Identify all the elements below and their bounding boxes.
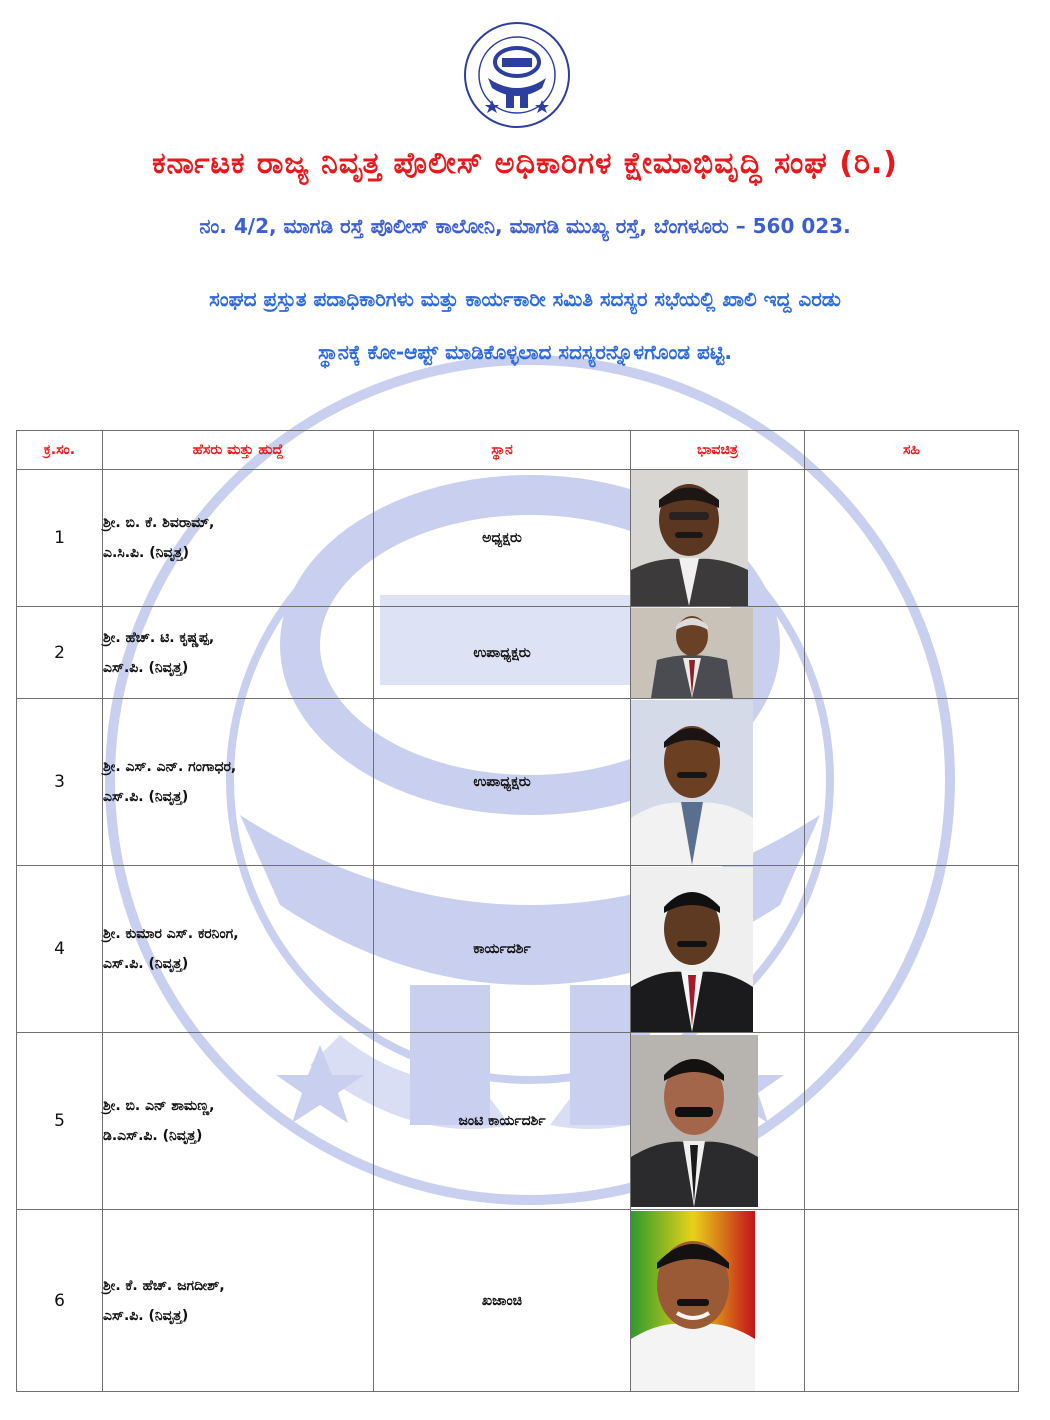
member-name-cell — [103, 866, 374, 1033]
member-photo — [631, 1035, 758, 1207]
member-photo — [631, 700, 753, 865]
table-row — [17, 1033, 1019, 1210]
member-name: ಶ್ರೀ. ಹೆಚ್. ಟಿ. ಕೃಷ್ಣಪ್ಪ, — [103, 629, 215, 646]
member-position: ಅಧ್ಯಕ್ಷರು — [374, 470, 631, 607]
member-name: ಶ್ರೀ. ಕುಮಾರ ಎಸ್. ಕರನಿಂಗ, — [103, 926, 239, 942]
member-name-cell — [103, 699, 374, 866]
header-signature: ಸಹಿ — [805, 431, 1019, 470]
signature-cell — [805, 699, 1019, 866]
signature-cell — [805, 866, 1019, 1033]
intro-line-2: ಸ್ಥಾನಕ್ಕೆ ಕೋ-ಆಪ್ಟ್ ಮಾಡಿಕೊಳ್ಳಲಾದ ಸದಸ್ಯರನ್ನೊಳಗೊಂಡ ಪಟ್ಟಿ. — [318, 340, 732, 364]
photo-cell — [631, 866, 805, 1033]
row-number: 1 — [17, 470, 103, 607]
header-name-designation: ಹೆಸರು ಮತ್ತು ಹುದ್ದೆ — [103, 431, 374, 470]
row-number: 5 — [17, 1033, 103, 1210]
address-line: ನಂ. 4/2, ಮಾಗಡಿ ರಸ್ತೆ ಪೊಲೀಸ್ ಕಾಲೋನಿ, ಮಾಗಡಿ ಮುಖ್ಯ ರಸ್ತೆ, ಬೆಂಗಳೂರು – 560 023. — [199, 214, 851, 238]
member-position: ಉಪಾಧ್ಯಕ್ಷರು — [374, 699, 631, 866]
member-name: ಶ್ರೀ. ಎಸ್. ಎನ್. ಗಂಗಾಧರ, — [103, 759, 237, 775]
member-rank: ಎಸ್.ಪಿ. (ನಿವೃತ್ತ) — [103, 659, 189, 676]
photo-cell — [631, 1033, 805, 1210]
table-row — [17, 866, 1019, 1033]
association-logo — [462, 20, 572, 130]
page-title: ಕರ್ನಾಟಕ ರಾಜ್ಯ ನಿವೃತ್ತ ಪೊಲೀಸ್ ಅಧಿಕಾರಿಗಳ ಕ್ಷೇಮಾಭಿವೃದ್ಧಿ ಸಂಘ (ರಿ.) — [152, 146, 898, 181]
member-rank: ಡಿ.ಎಸ್.ಪಿ. (ನಿವೃತ್ತ) — [103, 1128, 203, 1144]
member-position: ಕಾರ್ಯದರ್ಶಿ — [374, 866, 631, 1033]
signature-cell — [805, 470, 1019, 607]
photo-cell — [631, 607, 805, 699]
member-name-cell — [103, 607, 374, 699]
table-row — [17, 470, 1019, 607]
members-table — [16, 430, 1019, 1392]
member-photo — [631, 470, 748, 606]
table-header-row — [17, 431, 1019, 470]
member-photo — [631, 1211, 755, 1391]
header-serial-number: ಕ್ರ.ಸಂ. — [17, 431, 103, 470]
photo-cell — [631, 699, 805, 866]
table-row — [17, 607, 1019, 699]
row-number: 3 — [17, 699, 103, 866]
member-name-cell — [103, 1210, 374, 1392]
row-number: 4 — [17, 866, 103, 1033]
signature-cell — [805, 1033, 1019, 1210]
member-position: ಖಜಾಂಚಿ — [374, 1210, 631, 1392]
member-position: ಉಪಾಧ್ಯಕ್ಷರು — [374, 607, 631, 699]
member-rank: ಎಸ್.ಪಿ. (ನಿವೃತ್ತ) — [103, 1307, 189, 1324]
member-name-cell — [103, 1033, 374, 1210]
member-position: ಜಂಟಿ ಕಾರ್ಯದರ್ಶಿ — [374, 1033, 631, 1210]
member-rank: ಎಸ್.ಪಿ. (ನಿವೃತ್ತ) — [103, 789, 189, 805]
member-rank: ಎ.ಸಿ.ಪಿ. (ನಿವೃತ್ತ) — [103, 545, 190, 561]
member-name: ಶ್ರೀ. ಬಿ. ಕೆ. ಶಿವರಾಮ್, — [103, 515, 215, 531]
member-rank: ಎಸ್.ಪಿ. (ನಿವೃತ್ತ) — [103, 956, 189, 972]
table-row — [17, 1210, 1019, 1392]
signature-cell — [805, 607, 1019, 699]
table-row — [17, 699, 1019, 866]
photo-cell — [631, 470, 805, 607]
row-number: 6 — [17, 1210, 103, 1392]
member-photo — [631, 867, 753, 1032]
member-photo — [631, 608, 753, 698]
member-name: ಶ್ರೀ. ಕೆ. ಹೆಚ್. ಜಗದೀಶ್, — [103, 1277, 225, 1294]
member-name-cell — [103, 470, 374, 607]
row-number: 2 — [17, 607, 103, 699]
member-name: ಶ್ರೀ. ಬಿ. ಎನ್ ಶಾಮಣ್ಣ, — [103, 1098, 215, 1114]
signature-cell — [805, 1210, 1019, 1392]
header-position: ಸ್ಥಾನ — [374, 431, 631, 470]
intro-line-1: ಸಂಘದ ಪ್ರಸ್ತುತ ಪದಾಧಿಕಾರಿಗಳು ಮತ್ತು ಕಾರ್ಯಕಾರೀ ಸಮಿತಿ ಸದಸ್ಯರ ಸಭೆಯಲ್ಲಿ ಖಾಲಿ ಇದ್ದ ಎರಡು — [209, 287, 841, 311]
header-photo: ಭಾವಚಿತ್ರ — [631, 431, 805, 470]
photo-cell — [631, 1210, 805, 1392]
